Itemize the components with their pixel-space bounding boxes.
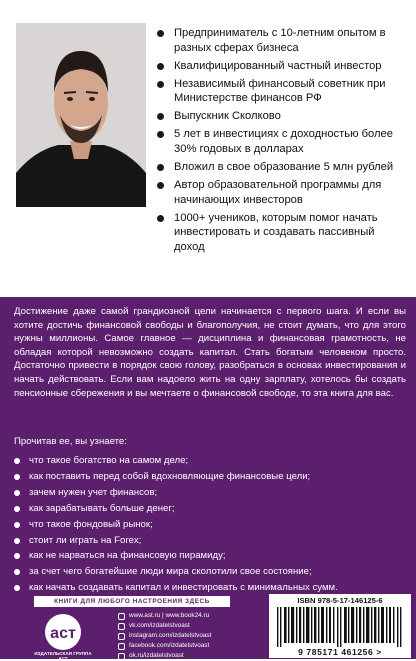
- author-portrait-image: [16, 23, 146, 207]
- learn-item: что такое фондовый рынок;: [14, 517, 406, 533]
- vk-icon: [118, 623, 125, 630]
- learn-item: за счет чего богатейшие люди мира сколотили свое состояние;: [14, 564, 406, 580]
- bullet-icon: [14, 522, 20, 528]
- bullet-icon: [157, 131, 164, 138]
- learn-item: как не нарваться на финансовую пирамиду;: [14, 548, 406, 564]
- bullet-icon: [14, 538, 20, 544]
- isbn-text: ISBN 978-5-17-146125-6: [297, 596, 383, 605]
- description-section: [0, 297, 416, 593]
- credential-item: Вложил в свое образование 5 млн рублей: [157, 160, 407, 175]
- learn-item: что такое богатство на самом деле;: [14, 453, 406, 469]
- vk-link[interactable]: vk.com/izdatelstvoast: [118, 621, 211, 631]
- website-link[interactable]: www.ast.ru | www.book24.ru: [118, 611, 211, 621]
- author-photo: [16, 23, 146, 207]
- globe-icon: [118, 613, 125, 620]
- credential-item: 1000+ учеников, которым помог начать инвестировать и создавать пассивный доход: [157, 211, 407, 255]
- author-section: [0, 0, 416, 297]
- bullet-icon: [157, 63, 164, 70]
- ok-link[interactable]: ok.ru/izdatelstvoast: [118, 651, 211, 661]
- bullet-icon: [14, 490, 20, 496]
- author-credentials-list: [157, 26, 407, 258]
- facebook-link[interactable]: facebook.com/izdatelstvoast: [118, 641, 211, 651]
- logo-text: аст: [50, 625, 76, 642]
- publisher-links: [118, 611, 211, 661]
- learn-title: Прочитав ее, вы узнаете:: [14, 436, 127, 447]
- credential-item: Выпускник Сколково: [157, 109, 407, 124]
- facebook-icon: [118, 643, 125, 650]
- bullet-icon: [157, 182, 164, 189]
- bullet-icon: [157, 30, 164, 37]
- bullet-icon: [14, 553, 20, 559]
- credential-item: 5 лет в инвестициях с доходностью более 30% годовых в долларах: [157, 127, 407, 156]
- publisher-name: ИЗДАТЕЛЬСКАЯ ГРУППА АСТ: [34, 651, 92, 661]
- credential-item: Автор образовательной программы для начинающих инвесторов: [157, 178, 407, 207]
- credential-item: Независимый финансовый советник при Министерстве финансов РФ: [157, 77, 407, 106]
- credential-item: Квалифицированный частный инвестор: [157, 59, 407, 74]
- learn-list: [14, 453, 406, 596]
- credential-item: Предприниматель с 10-летним опытом в разных сферах бизнеса: [157, 26, 407, 55]
- tagline-banner: КНИГИ ДЛЯ ЛЮБОГО НАСТРОЕНИЯ ЗДЕСЬ: [34, 596, 230, 607]
- bullet-icon: [157, 215, 164, 222]
- bullet-icon: [14, 569, 20, 575]
- publisher-footer: [0, 593, 416, 659]
- learn-item: как поставить перед собой вдохновляющие финансовые цели;: [14, 469, 406, 485]
- instagram-link[interactable]: instagram.com/izdatelstvoast: [118, 631, 211, 641]
- ok-icon: [118, 653, 125, 660]
- barcode-box: [269, 594, 411, 658]
- instagram-icon: [118, 633, 125, 640]
- book-description: Достижение даже самой грандиозной цели начинается с первого шага. И если вы хотите достичь финансовой свободы и благополучия, не стоит думать, что для этого нужны миллионы. Самое главное — дисциплина и финансовая грамотность, не обладая которой невозможно создать капитал. Стать богатым человеком просто. Достаточно привести в порядок свою голову, разобраться в основах инвестирования и начать действовать. Если вам надоело жить на одну зарплату, хотелось бы создать пенсионные сбережения и вы мечтаете о финансовой свободе, то эта книга для вас.: [14, 306, 406, 399]
- learn-item: стоит ли играть на Forex;: [14, 533, 406, 549]
- bullet-icon: [157, 164, 164, 171]
- ast-logo-icon: [40, 612, 86, 652]
- bullet-icon: [14, 458, 20, 464]
- learn-item: зачем нужен учет финансов;: [14, 485, 406, 501]
- learn-item: как зарабатывать больше денег;: [14, 501, 406, 517]
- barcode-icon: [275, 607, 405, 647]
- bullet-icon: [157, 113, 164, 120]
- bullet-icon: [14, 585, 20, 591]
- bullet-icon: [14, 506, 20, 512]
- learn-item: как начать создавать капитал и инвестировать с минимальных сумм.: [14, 580, 406, 596]
- barcode-digits: 9 785171 461256 >: [298, 647, 382, 657]
- bullet-icon: [157, 81, 164, 88]
- bullet-icon: [14, 474, 20, 480]
